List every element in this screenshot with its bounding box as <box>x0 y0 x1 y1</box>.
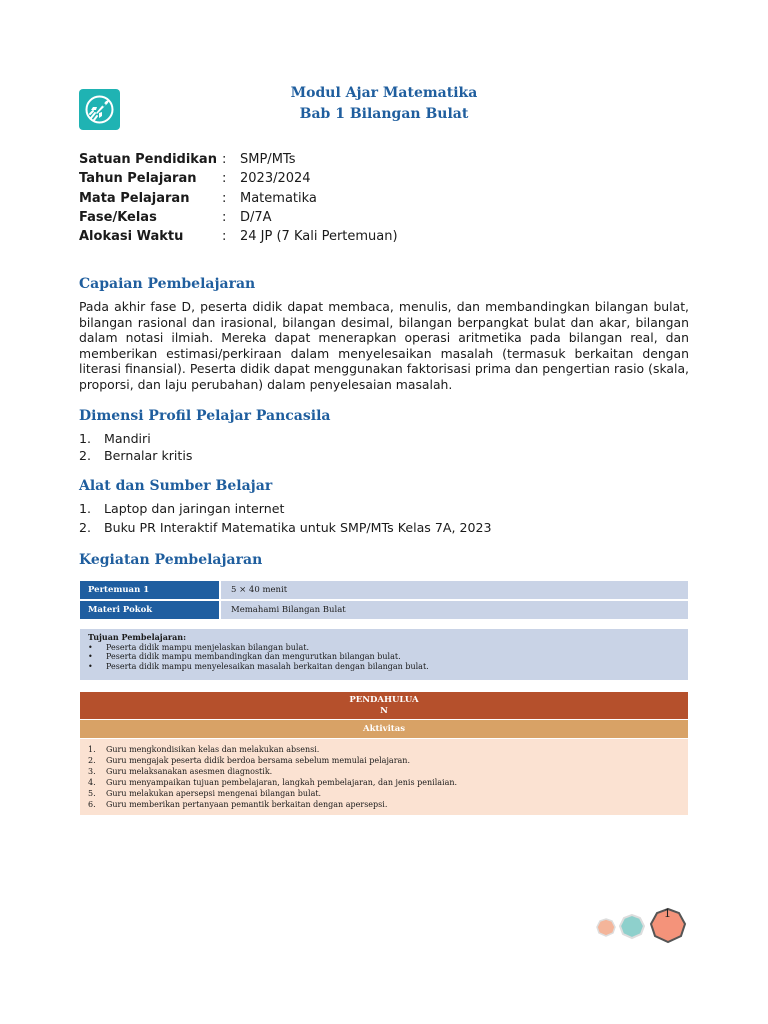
table-row <box>80 601 688 619</box>
list-item <box>88 788 680 799</box>
bullet: • <box>88 661 93 671</box>
list-number: 4. <box>88 778 96 787</box>
info-label: Fase/Kelas <box>79 209 157 225</box>
list-text: Bernalar kritis <box>104 448 193 463</box>
info-value: 24 JP (7 Kali Pertemuan) <box>240 229 398 245</box>
bullet: • <box>88 642 93 652</box>
capaian-paragraph <box>79 299 689 393</box>
tujuan-label: Tujuan Pembelajaran: <box>88 632 187 642</box>
tujuan-box <box>80 629 688 680</box>
capaian-heading: Capaian Pembelajaran <box>79 276 256 292</box>
pendahuluan-title-line: PENDAHULUA <box>349 695 419 705</box>
paragraph-line: memberikan estimasi/perkiraan dalam menyelesaikan masalah (termasuk berkaitan dengan <box>79 345 689 361</box>
list-number: 2. <box>88 756 96 765</box>
pendahuluan-header <box>80 692 688 719</box>
list-number: 3. <box>88 767 96 776</box>
list-text: Guru menyampaikan tujuan pembelajaran, langkah pembelajaran, dan jenis penilaian. <box>106 778 458 787</box>
meeting-table <box>80 581 688 621</box>
list-number: 6. <box>88 800 96 809</box>
table-value-cell: Memahami Bilangan Bulat <box>221 601 688 619</box>
table-label-cell: Materi Pokok <box>80 601 219 619</box>
info-label: Satuan Pendidikan <box>79 152 217 167</box>
small-heptagon-icon <box>597 919 615 936</box>
info-value: D/7A <box>240 209 272 225</box>
list-number: 1. <box>88 745 96 754</box>
info-colon: : <box>222 190 227 206</box>
paragraph-line: proporsi, dan laju perubahan) dalam penyelesaian masalah. <box>79 376 453 392</box>
info-value: Matematika <box>240 190 317 206</box>
list-text: Buku PR Interaktif Matematika untuk SMP/MTs Kelas 7A, 2023 <box>104 520 492 535</box>
info-colon: : <box>222 229 227 245</box>
table-value-cell: 5 × 40 menit <box>221 581 688 599</box>
info-colon: : <box>222 209 227 225</box>
list-number: 1. <box>79 501 92 516</box>
info-value: 2023/2024 <box>240 171 311 187</box>
list-text: Guru melaksanakan asesmen diagnostik. <box>106 767 273 776</box>
page-number: 1 <box>664 907 671 920</box>
list-text: Mandiri <box>104 431 151 446</box>
list-text: Laptop dan jaringan internet <box>104 501 285 516</box>
list-text: Guru melakukan apersepsi mengenai bilangan bulat. <box>106 789 322 798</box>
tujuan-text: Peserta didik mampu menyelesaikan masalah berkaitan dengan bilangan bulat. <box>106 661 429 671</box>
info-label: Alokasi Waktu <box>79 229 184 245</box>
info-colon: : <box>222 152 227 167</box>
bullet: • <box>88 652 93 661</box>
paragraph-line: Pada akhir fase D, peserta didik dapat membaca, menulis, dan membandingkan bilangan bulat, <box>79 299 689 314</box>
table-row <box>80 581 688 599</box>
table-label-cell: Pertemuan 1 <box>80 581 219 599</box>
paragraph-line: dalam notasi ilmiah. Mereka dapat menerapkan operasi aritmetika pada bilangan real, dan <box>79 330 689 346</box>
pendahuluan-title-line: N <box>380 706 388 716</box>
tujuan-item <box>88 643 680 653</box>
list-number: 2. <box>79 448 92 463</box>
list-item <box>88 766 680 777</box>
module-title: Modul Ajar Matematika <box>290 85 478 101</box>
tujuan-item <box>88 662 680 672</box>
aktivitas-list <box>80 739 688 815</box>
aktivitas-header: Aktivitas <box>80 720 688 738</box>
list-number: 2. <box>79 520 92 535</box>
tujuan-text: Peserta didik mampu membandingkan dan mengurutkan bilangan bulat. <box>106 652 401 661</box>
list-item <box>88 755 680 766</box>
alat-heading: Alat dan Sumber Belajar <box>79 478 273 494</box>
tujuan-text: Peserta didik mampu menjelaskan bilangan bulat. <box>106 642 309 652</box>
list-text: Guru memberikan pertanyaan pemantik berkaitan dengan apersepsi. <box>106 800 388 809</box>
list-item <box>88 744 680 755</box>
chapter-title: Bab 1 Bilangan Bulat <box>299 106 469 122</box>
info-label: Mata Pelajaran <box>79 190 190 206</box>
kegiatan-heading: Kegiatan Pembelajaran <box>79 552 263 568</box>
dimensi-heading: Dimensi Profil Pelajar Pancasila <box>79 408 331 424</box>
list-item <box>88 799 680 810</box>
info-colon: : <box>222 171 227 187</box>
info-label: Tahun Pelajaran <box>79 171 197 187</box>
tujuan-item <box>88 652 680 662</box>
paragraph-line: literasi finansial). Peserta didik dapat menggunakan faktorisasi prima dan pengertian rasio (skala, <box>79 361 689 377</box>
list-text: Guru mengajak peserta didik berdoa bersama sebelum memulai pelajaran. <box>106 756 410 765</box>
medium-heptagon-icon <box>620 915 644 938</box>
list-item <box>88 777 680 788</box>
info-value: SMP/MTs <box>240 152 296 167</box>
list-text: Guru mengkondisikan kelas dan melakukan absensi. <box>106 745 320 754</box>
list-number: 1. <box>79 431 92 446</box>
paragraph-line: bilangan rasional dan irasional, bilangan desimal, bilangan berpangkat bulat dan akar, bilangan <box>79 314 689 330</box>
decorative-heptagons-icon <box>590 900 700 950</box>
list-number: 5. <box>88 789 96 798</box>
